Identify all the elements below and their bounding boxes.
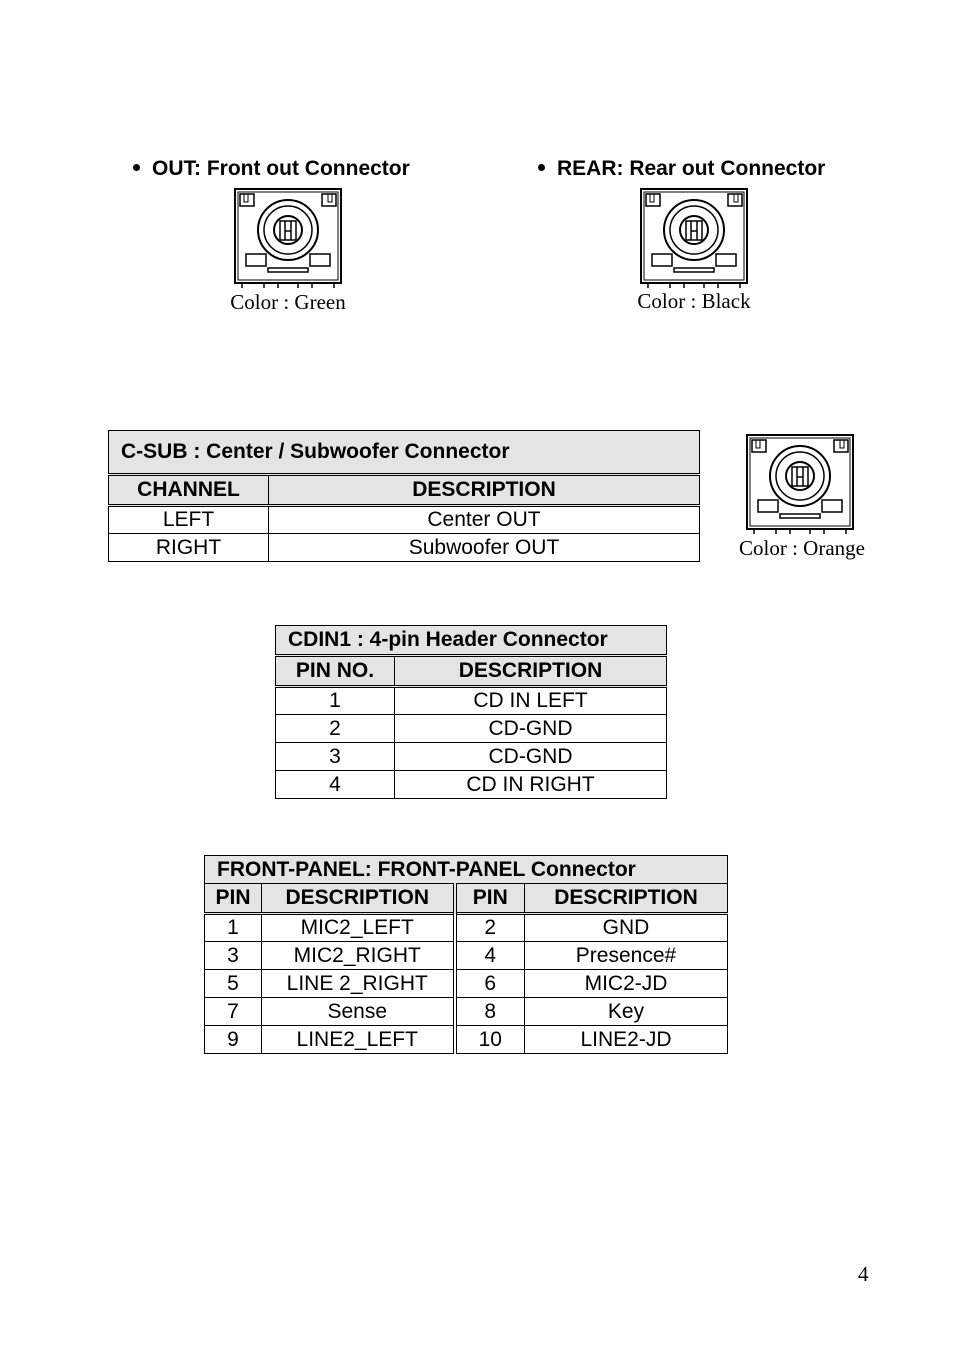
table-cell: 2 <box>276 715 395 743</box>
out-connector-heading <box>133 157 410 181</box>
table-cell: 8 <box>455 998 525 1026</box>
table-cell: 9 <box>205 1026 262 1054</box>
table-cell: Sense <box>262 998 455 1026</box>
table-cell: MIC2_LEFT <box>262 914 455 942</box>
table-cell: LINE 2_RIGHT <box>262 970 455 998</box>
table-cell: 1 <box>276 687 395 715</box>
table-row <box>205 942 728 970</box>
table-cell: CD-GND <box>395 743 667 771</box>
table-cell: LEFT <box>109 506 269 534</box>
table-cell: 4 <box>276 771 395 799</box>
table-cell: Center OUT <box>269 506 700 534</box>
fp-header-description: DESCRIPTION <box>525 884 728 914</box>
audio-jack-icon <box>234 188 344 290</box>
cdin-header-pin: PIN NO. <box>276 656 395 687</box>
csub-header-channel: CHANNEL <box>109 475 269 506</box>
cdin-title: CDIN1 : 4-pin Header Connector <box>276 626 667 656</box>
table-row <box>109 534 700 562</box>
fp-header-description: DESCRIPTION <box>262 884 455 914</box>
table-cell: 7 <box>205 998 262 1026</box>
table-cell: LINE2_LEFT <box>262 1026 455 1054</box>
audio-jack-icon <box>640 188 750 290</box>
front-panel-title: FRONT-PANEL: FRONT-PANEL Connector <box>205 856 728 884</box>
table-cell: 5 <box>205 970 262 998</box>
csub-title: C-SUB : Center / Subwoofer Connector <box>109 431 700 475</box>
front-panel-table <box>204 855 728 1054</box>
table-row <box>276 687 667 715</box>
table-cell: 3 <box>276 743 395 771</box>
table-row <box>276 771 667 799</box>
table-row <box>276 715 667 743</box>
table-cell: RIGHT <box>109 534 269 562</box>
table-cell: 6 <box>455 970 525 998</box>
cdin-header-description: DESCRIPTION <box>395 656 667 687</box>
table-row <box>205 1026 728 1054</box>
table-cell: GND <box>525 914 728 942</box>
rear-connector-heading <box>538 157 825 181</box>
table-cell: Subwoofer OUT <box>269 534 700 562</box>
fp-header-pin: PIN <box>455 884 525 914</box>
table-cell: 10 <box>455 1026 525 1054</box>
table-row <box>276 743 667 771</box>
csub-header-description: DESCRIPTION <box>269 475 700 506</box>
table-cell: MIC2_RIGHT <box>262 942 455 970</box>
table-cell: 4 <box>455 942 525 970</box>
table-cell: 2 <box>455 914 525 942</box>
bullet-icon <box>133 164 140 171</box>
page-number: 4 <box>858 1262 869 1286</box>
table-row <box>205 998 728 1026</box>
table-cell: Key <box>525 998 728 1026</box>
rear-color-label: Color : Black <box>637 289 751 313</box>
table-cell: LINE2-JD <box>525 1026 728 1054</box>
csub-color-label: Color : Orange <box>739 536 865 560</box>
table-row <box>205 970 728 998</box>
bullet-icon <box>538 164 545 171</box>
table-cell: Presence# <box>525 942 728 970</box>
table-cell: MIC2-JD <box>525 970 728 998</box>
rear-heading-text: REAR: Rear out Connector <box>557 157 826 180</box>
table-cell: CD-GND <box>395 715 667 743</box>
table-cell: 1 <box>205 914 262 942</box>
fp-header-pin: PIN <box>205 884 262 914</box>
audio-jack-icon <box>746 434 856 536</box>
table-cell: 3 <box>205 942 262 970</box>
table-row <box>205 914 728 942</box>
table-cell: CD IN RIGHT <box>395 771 667 799</box>
table-row <box>109 506 700 534</box>
out-heading-text: OUT: Front out Connector <box>152 157 410 180</box>
table-cell: CD IN LEFT <box>395 687 667 715</box>
out-color-label: Color : Green <box>230 290 346 314</box>
cdin-table <box>275 625 667 799</box>
csub-table <box>108 430 700 562</box>
